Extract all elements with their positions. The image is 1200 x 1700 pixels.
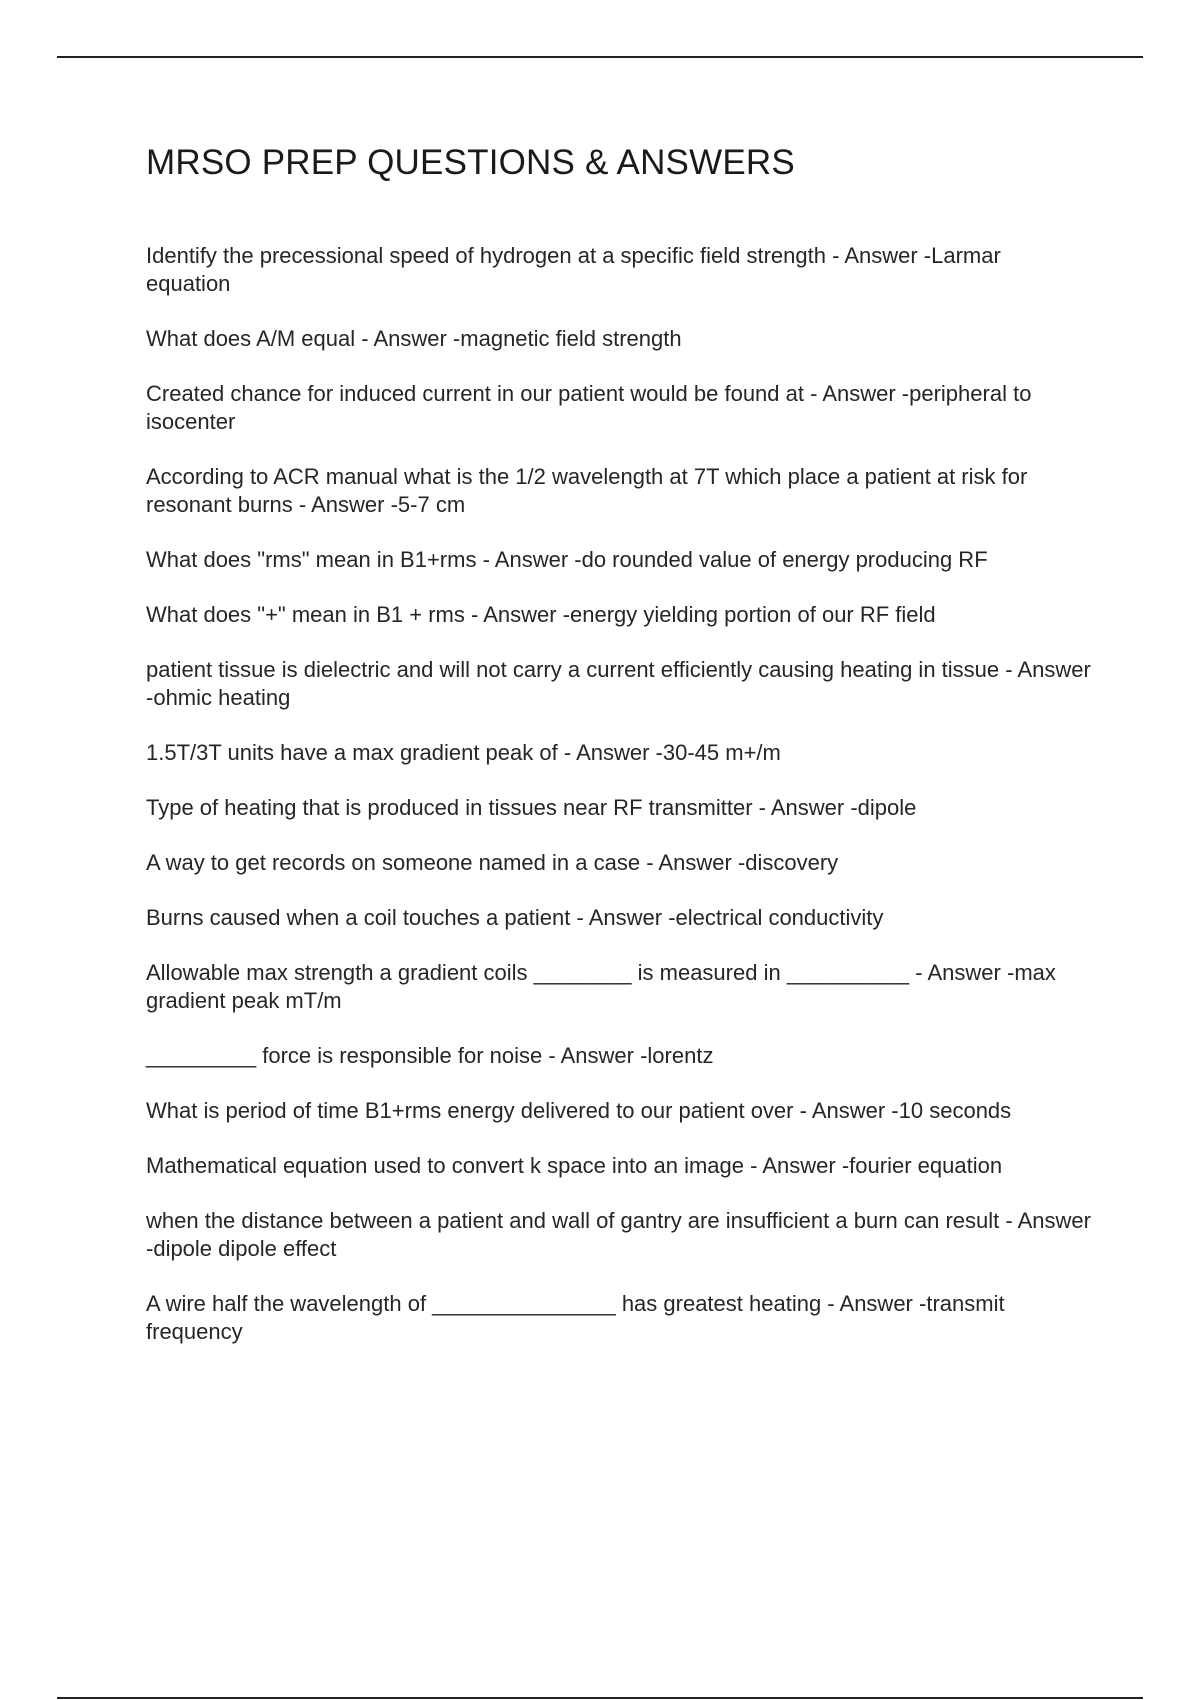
answer-separator: - Answer - — [803, 381, 910, 406]
question-text: What does "+" mean in B1 + rms — [146, 602, 465, 627]
answer-text: energy yielding portion of our RF field — [570, 602, 936, 627]
answer-text: do rounded value of energy producing RF — [581, 547, 988, 572]
answer-text: electrical conductivity — [675, 905, 884, 930]
answer-separator: - Answer - — [570, 905, 676, 930]
question-text: Type of heating that is produced in tissues near RF transmitter — [146, 795, 753, 820]
top-rule — [57, 56, 1143, 58]
question-text: What does A/M equal — [146, 326, 356, 351]
answer-separator: - Answer - — [542, 1043, 648, 1068]
question-text: Mathematical equation used to convert k space into an image — [146, 1153, 745, 1178]
qa-item — [146, 380, 1091, 436]
qa-item — [146, 601, 1091, 629]
qa-item — [146, 959, 1091, 1015]
answer-text: dipole dipole effect — [153, 1236, 337, 1261]
qa-item — [146, 463, 1091, 519]
answer-text: max gradient peak mT/m — [146, 960, 1056, 1013]
qa-item — [146, 849, 1091, 877]
answer-text: transmit frequency — [146, 1291, 1005, 1344]
answer-separator: - Answer - — [744, 1153, 850, 1178]
question-text: What is period of time B1+rms energy delivered to our patient over — [146, 1098, 794, 1123]
answer-text: 10 seconds — [898, 1098, 1012, 1123]
answer-separator: - Answer - — [476, 547, 582, 572]
answer-text: fourier equation — [849, 1153, 1003, 1178]
question-text: _________ force is responsible for noise — [146, 1043, 543, 1068]
answer-separator: - Answer - — [464, 602, 571, 627]
answer-separator: - Answer - — [292, 492, 398, 517]
question-text: Identify the precessional speed of hydrogen at a specific field strength — [146, 243, 826, 268]
answer-text: dipole — [857, 795, 917, 820]
qa-item — [146, 325, 1091, 353]
answer-separator: - Answer - — [355, 326, 461, 351]
question-text: A way to get records on someone named in a case — [146, 850, 641, 875]
answer-text: 30-45 m+/m — [662, 740, 781, 765]
qa-item — [146, 1042, 1091, 1070]
answer-text: 5-7 cm — [397, 492, 466, 517]
answer-text: ohmic heating — [153, 685, 291, 710]
answer-separator: - Answer - — [821, 1291, 927, 1316]
qa-item — [146, 1290, 1091, 1346]
qa-item — [146, 1207, 1091, 1263]
answer-text: Larmar equation — [146, 243, 1001, 296]
answer-separator: - Answer - — [793, 1098, 899, 1123]
question-text: Created chance for induced current in our patient would be found at — [146, 381, 804, 406]
answer-separator: - Answer - — [752, 795, 858, 820]
answer-separator: - Answer - — [146, 1208, 1091, 1261]
qa-item — [146, 1152, 1091, 1180]
qa-item — [146, 656, 1091, 712]
qa-item — [146, 1097, 1091, 1125]
question-text: According to ACR manual what is the 1/2 wavelength at 7T which place a patient at risk for resonant burns — [146, 464, 1028, 517]
answer-text: discovery — [745, 850, 839, 875]
question-text: when the distance between a patient and wall of gantry are insufficient a burn can result — [146, 1208, 1000, 1233]
page-title: MRSO PREP QUESTIONS & ANSWERS — [146, 143, 795, 182]
question-text: patient tissue is dielectric and will not carry a current efficiently causing heating in tissue — [146, 657, 1000, 682]
qa-item — [146, 242, 1091, 298]
question-text: Burns caused when a coil touches a patient — [146, 905, 571, 930]
answer-text: magnetic field strength — [460, 326, 682, 351]
answer-separator: - Answer - — [557, 740, 663, 765]
qa-list — [146, 242, 1091, 1373]
answer-separator: - Answer - — [146, 657, 1091, 710]
answer-separator: - Answer - — [825, 243, 932, 268]
question-text: 1.5T/3T units have a max gradient peak of — [146, 740, 558, 765]
bottom-rule — [57, 1697, 1143, 1699]
question-text: A wire half the wavelength of _______________ has greatest heating — [146, 1291, 822, 1316]
qa-item — [146, 794, 1091, 822]
answer-separator: - Answer - — [640, 850, 746, 875]
answer-text: peripheral to isocenter — [146, 381, 1032, 434]
qa-item — [146, 904, 1091, 932]
question-text: Allowable max strength a gradient coils ________ is measured in __________ — [146, 960, 910, 985]
question-text: What does "rms" mean in B1+rms — [146, 547, 477, 572]
qa-item — [146, 739, 1091, 767]
qa-item — [146, 546, 1091, 574]
answer-separator: - Answer - — [909, 960, 1015, 985]
answer-text: lorentz — [647, 1043, 714, 1068]
